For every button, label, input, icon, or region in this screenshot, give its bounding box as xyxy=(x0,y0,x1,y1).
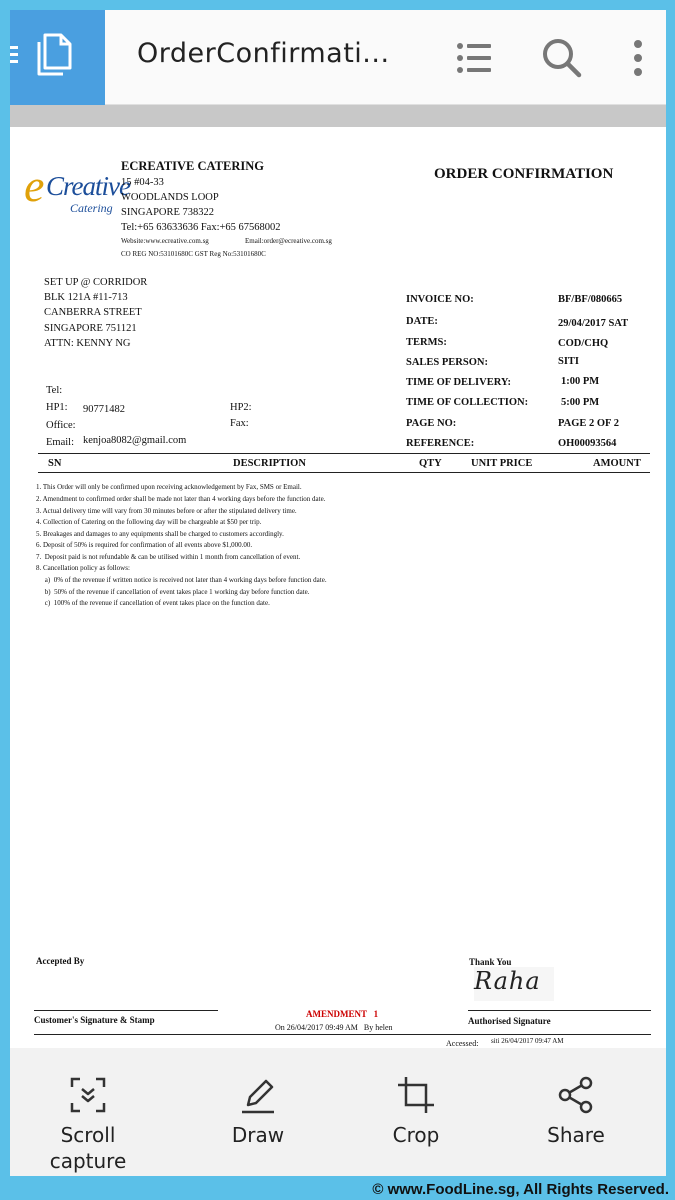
term-4: 4. Collection of Catering on the following day will be chargeable at $50 per trip. xyxy=(36,518,262,526)
tel-label: Tel: xyxy=(46,385,63,396)
search-icon[interactable] xyxy=(538,34,586,82)
col-qty: QTY xyxy=(419,458,442,469)
term-8a: a) 0% of the revenue if written notice is received not later than 4 working days before function date. xyxy=(36,576,327,584)
crop-label: Crop xyxy=(392,1123,440,1147)
ship-to-line-5: ATTN: KENNY NG xyxy=(44,338,131,349)
draw-icon xyxy=(238,1075,278,1115)
ship-to-line-1: SET UP @ CORRIDOR xyxy=(44,277,148,288)
office-label: Office: xyxy=(46,420,76,431)
reference-value: OH00093564 xyxy=(558,438,617,449)
col-amount: AMOUNT xyxy=(593,458,641,469)
list-icon[interactable] xyxy=(450,34,498,82)
company-address-1: 15 #04-33 xyxy=(121,177,164,188)
page-no-label: PAGE NO: xyxy=(406,418,457,429)
scroll-capture-icon xyxy=(68,1075,108,1115)
viewer-margin xyxy=(10,105,666,127)
share-label: Share xyxy=(547,1123,605,1147)
company-website: Website:www.ecreative.com.sg xyxy=(121,237,209,245)
app-title: OrderConfirmati... xyxy=(137,38,390,69)
col-unit-price: UNIT PRICE xyxy=(471,458,533,469)
customer-signature-line xyxy=(34,1010,218,1011)
accessed-label: Accessed: xyxy=(446,1039,479,1048)
term-8c: c) 100% of the revenue if cancellation of event takes place on the function date. xyxy=(36,599,270,607)
accessed-value: siti 26/04/2017 09:47 AM xyxy=(491,1037,564,1045)
company-address-3: SINGAPORE 738322 xyxy=(121,207,215,218)
company-name: ECREATIVE CATERING xyxy=(121,159,264,173)
customer-signature-label: Customer's Signature & Stamp xyxy=(34,1015,155,1025)
company-address-2: WOODLANDS LOOP xyxy=(121,192,219,203)
logo-catering: Catering xyxy=(70,201,113,215)
delivery-time-value: 1:00 PM xyxy=(561,376,600,387)
term-1: 1. This Order will only be confirmed upon receiving acknowledgement by Fax, SMS or Email. xyxy=(36,483,302,491)
app-bar xyxy=(10,10,666,105)
capture-toolbar xyxy=(10,1050,666,1176)
reference-label: REFERENCE: xyxy=(406,438,475,449)
ship-to-line-2: BLK 121A #11-713 xyxy=(44,292,128,303)
logo-e: e xyxy=(24,160,45,211)
document-heading: ORDER CONFIRMATION xyxy=(434,166,614,182)
company-logo xyxy=(24,160,130,233)
copyright-footer: © www.FoodLine.sg, All Rights Reserved. xyxy=(372,1181,669,1198)
date-value: 29/04/2017 SAT xyxy=(558,318,629,329)
logo-creative: Creative xyxy=(46,171,130,201)
document-button[interactable] xyxy=(10,10,105,105)
email-value: kenjoa8082@gmail.com xyxy=(83,435,187,446)
company-reg: CO REG NO:53101680C GST Reg No:53101680C xyxy=(121,250,266,258)
collection-time-value: 5:00 PM xyxy=(561,397,600,408)
share-button[interactable] xyxy=(516,1050,636,1176)
table-top-rule xyxy=(38,453,650,454)
ship-to-line-4: SINGAPORE 751121 xyxy=(44,323,137,334)
sales-person-value: SITI xyxy=(558,356,580,367)
document-page xyxy=(10,127,666,1048)
term-7: 7. Deposit paid is not refundable & can be utilised within 1 month from cancellation of event. xyxy=(36,553,301,561)
document-icon xyxy=(34,32,74,78)
more-vert-icon[interactable] xyxy=(614,34,662,82)
accepted-by-label: Accepted By xyxy=(36,956,85,966)
draw-button[interactable] xyxy=(198,1050,318,1176)
hp1-label: HP1: xyxy=(46,402,68,413)
amendment-label: AMENDMENT 1 xyxy=(306,1009,379,1019)
scroll-capture-label: Scroll capture xyxy=(49,1123,127,1173)
invoice-no-value: BF/BF/080665 xyxy=(558,294,623,305)
email-label: Email: xyxy=(46,437,74,448)
table-header-rule xyxy=(38,472,650,473)
company-tel-fax: Tel:+65 63633636 Fax:+65 67568002 xyxy=(121,222,281,233)
menu-edge-icon xyxy=(10,44,20,64)
terms-label: TERMS: xyxy=(406,337,447,348)
hp2-label: HP2: xyxy=(230,402,252,413)
collection-time-label: TIME OF COLLECTION: xyxy=(406,397,529,408)
invoice-no-label: INVOICE NO: xyxy=(406,294,474,305)
ship-to-line-3: CANBERRA STREET xyxy=(44,307,142,318)
col-description: DESCRIPTION xyxy=(233,458,306,469)
term-8b: b) 50% of the revenue if cancellation of event takes place 1 working day before function date. xyxy=(36,588,310,596)
share-icon xyxy=(556,1075,596,1115)
term-5: 5. Breakages and damages to any equipments shall be charged to customers accordingly. xyxy=(36,530,284,538)
crop-icon xyxy=(396,1075,436,1115)
date-label: DATE: xyxy=(406,316,438,327)
draw-label: Draw xyxy=(231,1123,285,1147)
company-email: Email:order@ecreative.com.sg xyxy=(245,237,332,245)
term-8: 8. Cancellation policy as follows: xyxy=(36,564,130,572)
hp1-value: 90771482 xyxy=(83,404,125,415)
col-sn: SN xyxy=(48,458,62,469)
authorised-signature-label: Authorised Signature xyxy=(468,1016,551,1026)
scroll-capture-button[interactable] xyxy=(28,1050,148,1176)
authorised-signature-scribble: Raha xyxy=(474,967,554,1001)
terms-value: COD/CHQ xyxy=(558,338,609,349)
authorised-signature-line xyxy=(468,1010,651,1011)
amendment-info: On 26/04/2017 09:49 AM By helen xyxy=(275,1023,393,1032)
fax-label: Fax: xyxy=(230,418,249,429)
term-6: 6. Deposit of 50% is required for confirmation of all events above $1,000.00. xyxy=(36,541,253,549)
term-3: 3. Actual delivery time will vary from 30 minutes before or after the stipulated delivery time. xyxy=(36,507,297,515)
term-2: 2. Amendment to confirmed order shall be made not later than 4 working days before the function date. xyxy=(36,495,326,503)
screenshot-frame xyxy=(10,10,666,1176)
bottom-rule xyxy=(34,1034,651,1035)
crop-button[interactable] xyxy=(356,1050,476,1176)
sales-person-label: SALES PERSON: xyxy=(406,357,488,368)
thank-you-label: Thank You xyxy=(469,957,512,967)
delivery-time-label: TIME OF DELIVERY: xyxy=(406,377,512,388)
page-no-value: PAGE 2 OF 2 xyxy=(558,418,619,429)
